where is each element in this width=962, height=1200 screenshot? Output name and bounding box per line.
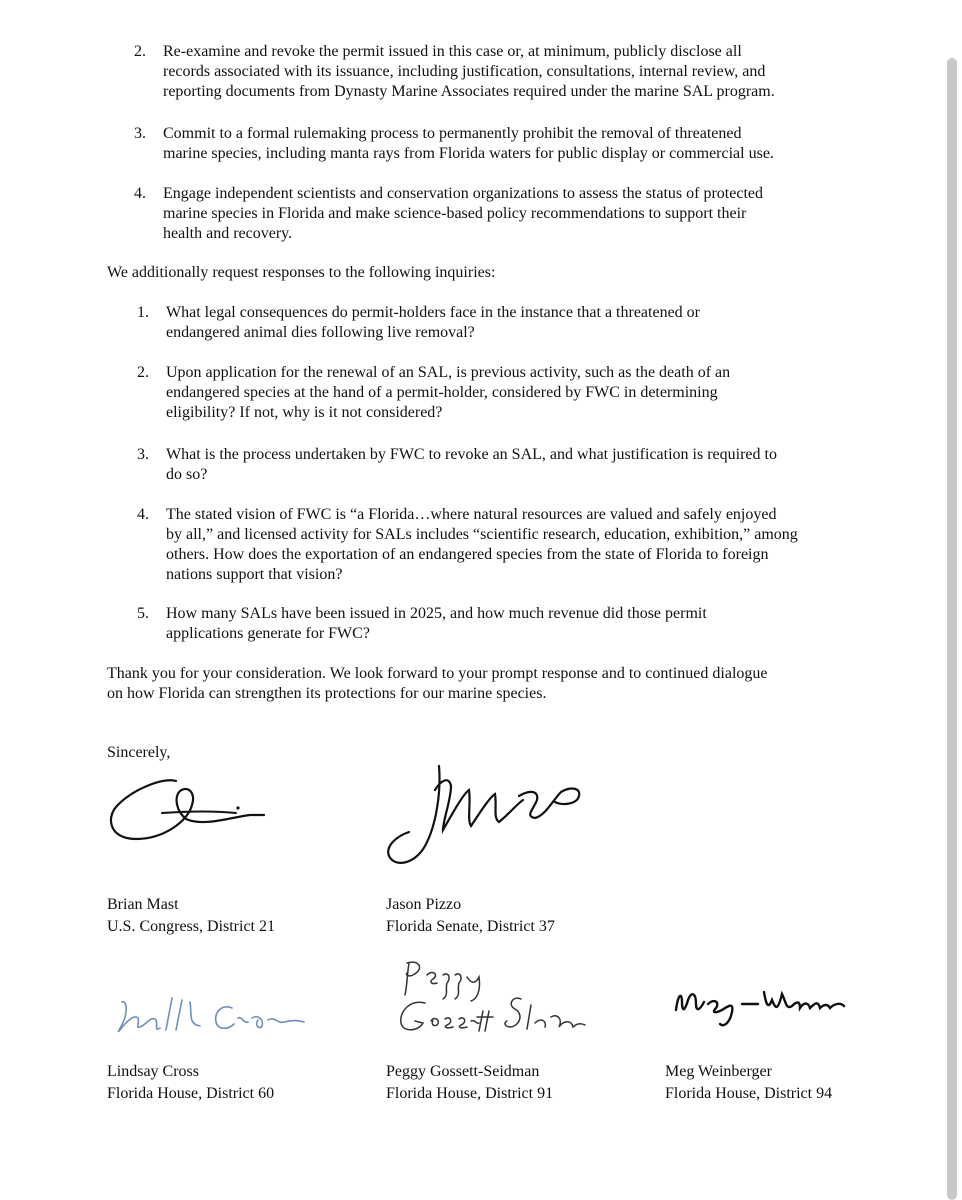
item-line: do so? <box>166 466 208 483</box>
signatory-jason-pizzo <box>386 894 555 937</box>
item-line: What legal consequences do permit-holders face in the instance that a threatened or <box>166 304 700 321</box>
item-line: How many SALs have been issued in 2025, and how much revenue did those permit <box>166 605 707 622</box>
item-line: What is the process undertaken by FWC to revoke an SAL, and what justification is required to <box>166 446 777 463</box>
signatory-meg-weinberger <box>665 1061 832 1104</box>
item-number: 2. <box>134 43 146 60</box>
item-number: 1. <box>137 304 149 321</box>
item-line: Re-examine and revoke the permit issued in this case or, at minimum, publicly disclose all <box>163 43 742 60</box>
item-line: others. How does the exportation of an endangered species from the state of Florida to foreign <box>166 546 769 563</box>
item-number: 4. <box>134 185 146 202</box>
item-line: Engage independent scientists and conservation organizations to assess the status of protected <box>163 185 763 202</box>
signature-peggy-gossett-seidman <box>385 955 595 1045</box>
signature-meg-weinberger <box>668 980 853 1030</box>
closing-line: on how Florida can strengthen its protections for our marine species. <box>107 685 547 702</box>
item-line: Commit to a formal rulemaking process to permanently prohibit the removal of threatened <box>163 125 742 142</box>
item-number: 2. <box>137 364 149 381</box>
item-line: records associated with its issuance, including justification, consultations, internal review, and <box>163 63 766 80</box>
signatory-title: Florida Senate, District 37 <box>386 917 555 935</box>
signature-brian-mast <box>104 775 284 850</box>
signatory-name: Brian Mast <box>107 896 179 913</box>
item-line: endangered species at the hand of a permit-holder, considered by FWC in determining <box>166 384 718 401</box>
item-line: The stated vision of FWC is “a Florida…where natural resources are valued and safely enjoyed <box>166 506 777 523</box>
signatory-name: Lindsay Cross <box>107 1063 199 1080</box>
item-number: 5. <box>137 605 149 622</box>
signatory-lindsay-cross <box>107 1061 274 1104</box>
item-line: nations support that vision? <box>166 566 343 583</box>
item-line: by all,” and licensed activity for SALs includes “scientific research, education, exhibition,” among <box>166 526 798 543</box>
signature-lindsay-cross <box>112 990 312 1040</box>
signatory-title: Florida House, District 60 <box>107 1084 275 1102</box>
salutation: Sincerely, <box>107 744 171 761</box>
closing-line: Thank you for your consideration. We look forward to your prompt response and to continued dialogue <box>107 665 768 682</box>
item-line: marine species in Florida and make science-based policy recommendations to support their <box>163 205 747 222</box>
signatory-title: Florida House, District 91 <box>386 1084 554 1102</box>
signatory-name: Meg Weinberger <box>665 1063 772 1080</box>
item-line: health and recovery. <box>163 225 293 242</box>
signatory-title: U.S. Congress, District 21 <box>107 917 275 935</box>
signatory-brian-mast <box>107 894 275 937</box>
signatory-title: Florida House, District 94 <box>665 1084 833 1102</box>
item-line: applications generate for FWC? <box>166 625 370 642</box>
signatory-name: Jason Pizzo <box>386 896 462 913</box>
signature-jason-pizzo <box>385 760 595 870</box>
inquiries-intro: We additionally request responses to the following inquiries: <box>107 264 496 281</box>
item-number: 3. <box>134 125 146 142</box>
item-line: reporting documents from Dynasty Marine Associates required under the marine SAL program. <box>163 83 775 100</box>
signatory-name: Peggy Gossett-Seidman <box>386 1063 540 1080</box>
item-line: marine species, including manta rays from Florida waters for public display or commercial use. <box>163 145 774 162</box>
item-line: Upon application for the renewal of an SAL, is previous activity, such as the death of an <box>166 364 731 381</box>
item-line: eligibility? If not, why is it not considered? <box>166 404 443 421</box>
item-number: 3. <box>137 446 149 463</box>
signatory-peggy-gossett-seidman <box>386 1061 553 1104</box>
item-number: 4. <box>137 506 149 523</box>
scrollbar-thumb[interactable] <box>947 58 957 1200</box>
item-line: endangered animal dies following live removal? <box>166 324 475 341</box>
